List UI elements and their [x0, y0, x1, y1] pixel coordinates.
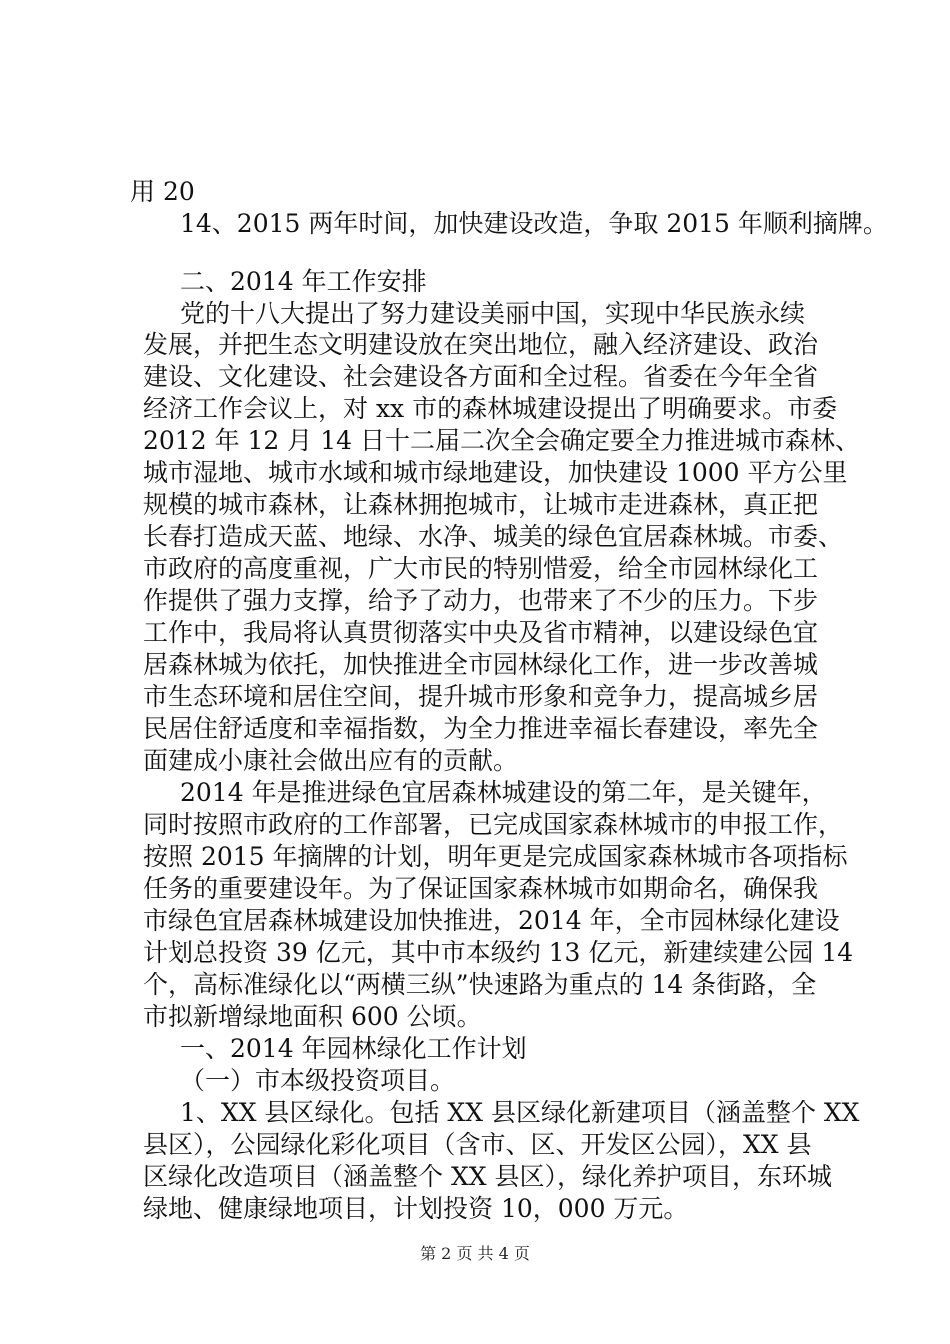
subsection-heading: （一）市本级投资项目。 [180, 1066, 456, 1095]
text-line: 14、2015 两年时间，加快建设改造，争取 2015 年顺利摘牌。 [180, 209, 888, 238]
text-line: 任务的重要建设年。为了保证国家森林城市如期命名，确保我 [143, 874, 819, 903]
text-line: 市政府的高度重视，广大市民的特别惜爱，给全市园林绿化工 [143, 554, 819, 583]
section-heading: 一、2014 年园林绿化工作计划 [180, 1034, 527, 1063]
text-line: 1、XX 县区绿化。包括 XX 县区绿化新建项目（涵盖整个 XX [180, 1098, 860, 1127]
text-line: 县区），公园绿化彩化项目（含市、区、开发区公园），XX 县 [143, 1130, 812, 1159]
text-line: 个，高标准绿化以“两横三纵”快速路为重点的 14 条街路，全 [143, 970, 817, 999]
text-line: 规模的城市森林，让森林拥抱城市，让城市走进森林，真正把 [143, 490, 819, 519]
text-line: 发展，并把生态文明建设放在突出地位，融入经济建设、政治 [143, 330, 819, 359]
text-line: 建设、文化建设、社会建设各方面和全过程。省委在今年全省 [143, 362, 819, 391]
text-line: 市绿色宜居森林城建设加快推进，2014 年，全市园林绿化建设 [143, 906, 840, 935]
section-heading: 二、2014 年工作安排 [180, 267, 427, 296]
text-line: 经济工作会议上，对 xx 市的森林城建设提出了明确要求。市委 [143, 394, 838, 423]
text-line: 长春打造成天蓝、地绿、水净、城美的绿色宜居森林城。市委、 [143, 522, 844, 551]
text-line: 绿地、健康绿地项目，计划投资 10，000 万元。 [143, 1194, 689, 1223]
text-line: 民居住舒适度和幸福指数，为全力推进幸福长春建设，率先全 [143, 714, 819, 743]
text-line: 居森林城为依托，加快推进全市园林绿化工作，进一步改善城 [143, 650, 819, 679]
text-line: 城市湿地、城市水域和城市绿地建设，加快建设 1000 平方公里 [143, 458, 848, 487]
text-line: 区绿化改造项目（涵盖整个 XX 县区），绿化养护项目，东环城 [143, 1162, 832, 1191]
text-line: 计划总投资 39 亿元，其中市本级约 13 亿元，新建续建公园 14 [143, 938, 854, 967]
text-line: 2012 年 12 月 14 日十二届二次全会确定要全力推进城市森林、 [143, 426, 860, 455]
text-line: 市生态环境和居住空间，提升城市形象和竞争力，提高城乡居 [143, 682, 819, 711]
text-line: 同时按照市政府的工作部署，已完成国家森林城市的申报工作， [143, 810, 844, 839]
text-line: 面建成小康社会做出应有的贡献。 [143, 746, 519, 775]
text-line: 用 20 [130, 177, 195, 206]
text-line: 作提供了强力支撑，给予了动力，也带来了不少的压力。下步 [143, 586, 819, 615]
page-number: 第 2 页 共 4 页 [420, 1244, 530, 1263]
text-line: 党的十八大提出了努力建设美丽中国，实现中华民族永续 [180, 299, 806, 328]
text-line: 工作中，我局将认真贯彻落实中央及省市精神，以建设绿色宜 [143, 618, 819, 647]
text-line: 按照 2015 年摘牌的计划，明年更是完成国家森林城市各项指标 [143, 842, 848, 871]
text-line: 2014 年是推进绿色宜居森林城建设的第二年，是关键年， [180, 778, 827, 807]
text-line: 市拟新增绿地面积 600 公顷。 [143, 1002, 482, 1031]
